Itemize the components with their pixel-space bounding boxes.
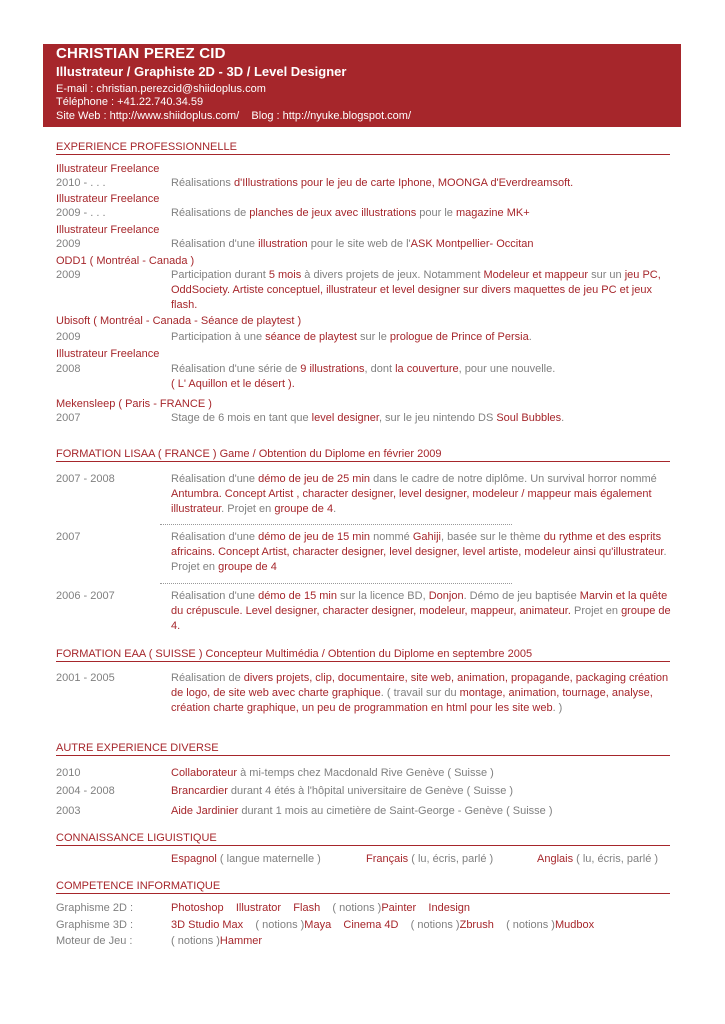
body-text: Réalisation d'une: [171, 531, 259, 543]
langue-name: Anglais: [537, 853, 574, 865]
highlight-text: Photoshop Illustrator Flash: [171, 902, 333, 914]
highlight-text: divers projets, clip, documentaire, site web, animation, propagande, packaging création de logo, de site web avec charte graphique: [171, 672, 669, 699]
highlight-text: Maya Cinema 4D: [304, 919, 411, 931]
body-text: à divers projets de jeux. Notamment: [301, 269, 484, 281]
body-text: Réalisation d'une: [171, 238, 259, 250]
body-text: . ( travail sur du: [380, 687, 460, 699]
langue-level: ( lu, écris, parlé ): [408, 853, 494, 865]
section-langues: CONNAISSANCE LIGUISTIQUE: [56, 831, 670, 846]
highlight-text: 5 mois: [268, 269, 302, 281]
section-experience: EXPERIENCE PROFESSIONNELLE: [56, 140, 670, 155]
body-text: , basée sur le thème: [440, 531, 544, 543]
candidate-name: CHRISTIAN PEREZ CID: [56, 45, 226, 62]
header-banner: [43, 44, 681, 127]
body-text: pour le: [416, 207, 456, 219]
body-text: ( notions ): [410, 919, 460, 931]
exp-desc-cont: [171, 377, 671, 392]
body-text: sur la licence BD,: [337, 590, 429, 602]
lisaa-desc: [171, 530, 671, 575]
exp-employer: Illustrateur Freelance: [56, 163, 160, 175]
autre-date: 2003: [56, 805, 81, 817]
highlight-text: Mudbox: [554, 919, 595, 931]
exp-desc: [171, 411, 671, 426]
body-text: . Projet en: [171, 546, 667, 573]
body-text: Réalisation de: [171, 672, 244, 684]
langue-name: Espagnol: [171, 853, 217, 865]
exp-desc: [171, 176, 671, 191]
highlight-text: démo de jeu de 25 min: [258, 473, 371, 485]
exp-desc: [171, 362, 671, 377]
langue-item: [537, 852, 658, 867]
exp-desc: [171, 237, 671, 252]
body-text: . ): [552, 702, 563, 714]
body-text: .: [561, 412, 565, 424]
highlight-text: Soul Bubbles: [496, 412, 562, 424]
highlight-text: Marvin et la quête du crépuscule. Level designer, character designer, modeleur, mappeur, animateur.: [171, 590, 668, 617]
lisaa-date: 2007: [56, 531, 81, 543]
lisaa-date: 2007 - 2008: [56, 473, 115, 485]
section-informatique: COMPETENCE INFORMATIQUE: [56, 879, 670, 894]
highlight-text: groupe de 4.: [171, 605, 671, 632]
body-text: ( notions ): [332, 902, 382, 914]
highlight-text: Zbrush: [459, 919, 507, 931]
body-text: Réalisation d'une: [171, 473, 259, 485]
body-text: pour le site web de l': [307, 238, 411, 250]
eaa-date: 2001 - 2005: [56, 672, 115, 684]
highlight-text: magazine MK+: [455, 207, 530, 219]
autre-detail: durant 1 mois au cimetière de Saint-George - Genève ( Suisse ): [238, 805, 553, 817]
body-text: sur le: [356, 331, 390, 343]
highlight-text: 3D Studio Max: [171, 919, 256, 931]
dotted-separator: [160, 524, 512, 525]
section-formation-lisaa: FORMATION LISAA ( FRANCE ) Game / Obtention du Diplome en février 2009: [56, 447, 670, 462]
highlight-text: la couverture: [395, 363, 459, 375]
autre-entry: [171, 766, 494, 781]
autre-detail: à mi-temps chez Macdonald Rive Genève ( Suisse ): [237, 767, 494, 779]
body-text: , sur le jeu nintendo DS: [378, 412, 497, 424]
highlight-text: groupe de 4: [274, 503, 334, 515]
body-text: Réalisations: [171, 177, 234, 189]
autre-detail: durant 4 étés à l'hôpital universitaire de Genève ( Suisse ): [227, 785, 514, 797]
exp-date: 2008: [56, 363, 81, 375]
body-text: Participation durant: [171, 269, 269, 281]
highlight-text: montage, animation, tournage, analyse, création charte graphique, un peu de programmation en html pour les site web: [171, 687, 653, 714]
lisaa-date: 2006 - 2007: [56, 590, 115, 602]
email-line[interactable]: E-mail : christian.perezcid@shiidoplus.com: [56, 83, 266, 95]
lisaa-desc: [171, 472, 671, 517]
highlight-text: Antumbra. Concept Artist , character designer, level designer, modeleur / mappeur mais également illustrateur: [171, 488, 652, 515]
langue-item: [171, 852, 321, 867]
exp-date: 2009 - . . .: [56, 207, 106, 219]
body-text: Réalisation d'une série de: [171, 363, 301, 375]
autre-role: Collaborateur: [171, 767, 238, 779]
body-text: .: [333, 503, 337, 515]
exp-employer: Mekensleep ( Paris - FRANCE ): [56, 398, 212, 410]
phone-line: Téléphone : +41.22.740.34.59: [56, 96, 204, 108]
exp-desc: [171, 206, 671, 221]
body-text: Réalisations de: [171, 207, 250, 219]
body-text: Réalisation d'une: [171, 590, 259, 602]
exp-employer: Illustrateur Freelance: [56, 224, 160, 236]
body-text: ( notions ): [255, 919, 305, 931]
body-text: ( notions ): [171, 935, 220, 947]
highlight-text: séance de playtest: [265, 331, 357, 343]
highlight-text: groupe de 4: [218, 561, 277, 573]
highlight-text: Donjon: [428, 590, 464, 602]
candidate-title: Illustrateur / Graphiste 2D - 3D / Level Designer: [56, 64, 347, 79]
highlight-text: ASK Montpellier- Occitan: [410, 238, 534, 250]
highlight-text: planches de jeux avec illustrations: [249, 207, 417, 219]
highlight-text: Gahiji: [412, 531, 441, 543]
highlight-text: 9 illustrations: [300, 363, 365, 375]
body-text: , pour une nouvelle.: [458, 363, 556, 375]
skill-label: Graphisme 2D :: [56, 902, 134, 914]
langue-item: [366, 852, 493, 867]
exp-employer: Illustrateur Freelance: [56, 193, 160, 205]
highlight-text: Hammer: [219, 935, 263, 947]
body-text: ( notions ): [506, 919, 555, 931]
exp-desc: [171, 330, 671, 345]
highlight-text: illustration: [258, 238, 308, 250]
exp-date: 2007: [56, 412, 81, 424]
exp-employer: Ubisoft ( Montréal - Canada - Séance de playtest ): [56, 315, 302, 327]
body-text: .: [528, 331, 532, 343]
skill-label: Moteur de Jeu :: [56, 935, 133, 947]
body-text: . Projet en: [221, 503, 275, 515]
langue-level: ( lu, écris, parlé ): [573, 853, 659, 865]
web-line[interactable]: Site Web : http://www.shiidoplus.com/ Blog : http://nyuke.blogspot.com/: [56, 110, 412, 122]
highlight-text: du rythme et des esprits africains. Concept Artist, character designer, level designer, level artiste, modeleur ainsi qu'illustrateur: [171, 531, 664, 558]
section-formation-eaa: FORMATION EAA ( SUISSE ) Concepteur Multimédia / Obtention du Diplome en septembre 2005: [56, 647, 670, 662]
body-text: dans le cadre de notre diplôme. Un survival horror nommé: [370, 473, 657, 485]
section-autre-experience: AUTRE EXPERIENCE DIVERSE: [56, 741, 670, 756]
autre-entry: [171, 784, 513, 799]
exp-desc: [171, 268, 667, 313]
autre-role: Brancardier: [171, 785, 228, 797]
exp-date: 2010 - . . .: [56, 177, 106, 189]
skill-label: Graphisme 3D :: [56, 919, 134, 931]
skill-items: [171, 918, 594, 933]
eaa-desc: [171, 671, 671, 716]
autre-date: 2004 - 2008: [56, 785, 115, 797]
exp-date: 2009: [56, 331, 81, 343]
body-text: nommé: [370, 531, 413, 543]
body-text: Stage de 6 mois en tant que: [171, 412, 312, 424]
body-text: Participation à une: [171, 331, 266, 343]
exp-employer: Illustrateur Freelance: [56, 348, 160, 360]
body-text: Projet en: [570, 605, 622, 617]
langue-name: Français: [366, 853, 409, 865]
highlight-text: démo de 15 min: [258, 590, 337, 602]
lisaa-desc: [171, 589, 671, 634]
exp-employer: ODD1 ( Montréal - Canada ): [56, 255, 195, 267]
highlight-text: Painter Indesign: [381, 902, 471, 914]
highlight-text: démo de jeu de 15 min: [258, 531, 371, 543]
skill-items: [171, 934, 262, 949]
langue-level: ( langue maternelle ): [216, 853, 321, 865]
body-text: , dont: [364, 363, 396, 375]
body-text: . Démo de jeu baptisée: [463, 590, 580, 602]
highlight-text: ( L' Aquillon et le désert ).: [171, 378, 295, 390]
highlight-text: d'Illustrations pour le jeu de carte Iphone, MOONGA d'Everdreamsoft.: [233, 177, 574, 189]
highlight-text: level designer: [311, 412, 379, 424]
exp-date: 2009: [56, 269, 81, 281]
highlight-text: Modeleur et mappeur: [483, 269, 589, 281]
dotted-separator: [160, 583, 512, 584]
autre-role: Aide Jardinier: [171, 805, 239, 817]
highlight-text: jeu PC, OddSociety. Artiste conceptuel, illustrateur et level designer sur divers maquettes de jeu PC et jeux flash.: [171, 269, 661, 311]
exp-date: 2009: [56, 238, 81, 250]
skill-items: [171, 901, 470, 916]
highlight-text: prologue de Prince of Persia: [389, 331, 529, 343]
autre-date: 2010: [56, 767, 81, 779]
body-text: sur un: [588, 269, 625, 281]
autre-entry: [171, 804, 553, 819]
